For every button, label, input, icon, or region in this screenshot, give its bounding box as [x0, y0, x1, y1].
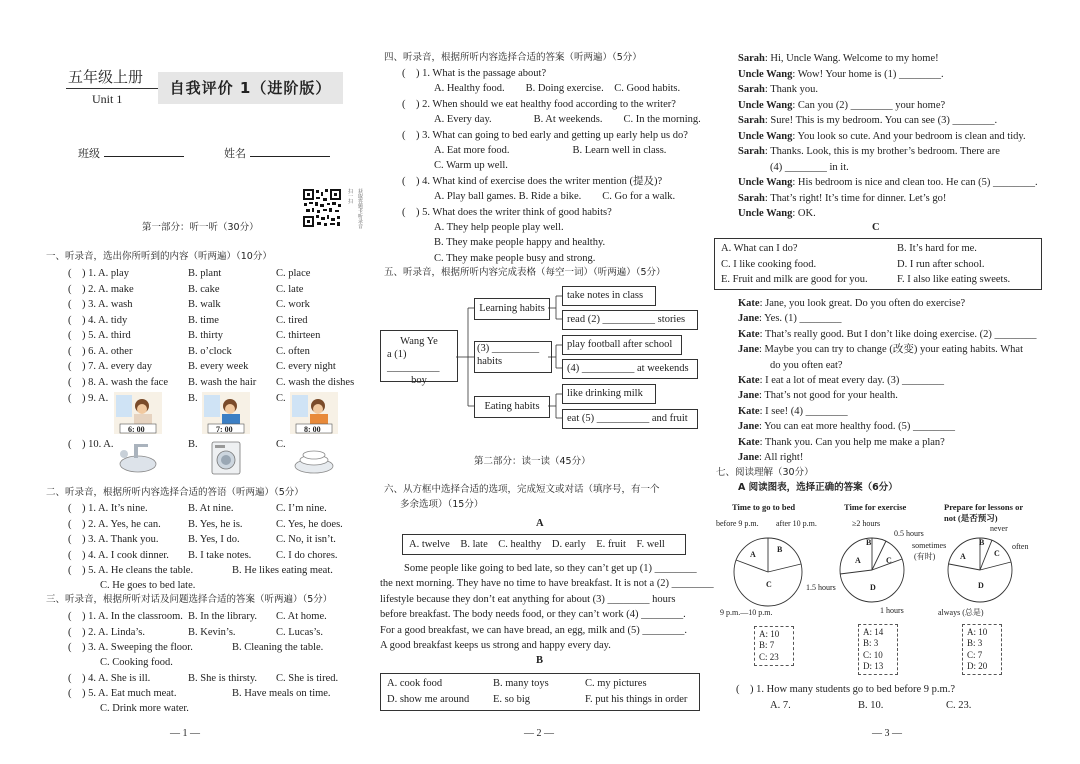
pie2-label-05h: 0.5 hours: [894, 529, 924, 538]
option-b-1-2: F. put his things in order: [585, 694, 688, 705]
pie2-slice-a: A: [855, 556, 861, 565]
mid-habits-box[interactable]: [474, 341, 552, 373]
dialog-b-line-11: [738, 207, 816, 220]
s4-line-9: A. Play ball games. B. Ride a bike. C. Go for a walk.: [434, 191, 676, 203]
name-field[interactable]: [224, 146, 330, 161]
q9-b: B.: [188, 393, 198, 404]
mid-habits-blank[interactable]: (3) _________: [477, 343, 540, 354]
box1-value-2: C: 23: [759, 651, 779, 662]
q9-label: ( ) 9. A.: [68, 393, 109, 404]
part1-title: 第一部分：听一听（30分）: [142, 222, 259, 233]
class-field[interactable]: [78, 146, 184, 161]
dialog-b-line-10: [738, 192, 946, 205]
s1-option-c-4[interactable]: C. tired: [276, 314, 308, 326]
page-number-1: — 1 —: [170, 728, 200, 739]
clock-b-time: 7: 00: [216, 425, 233, 434]
s3-q4c: C. She is tired.: [276, 673, 339, 684]
pie3-label-often: often: [1012, 542, 1029, 551]
box2-value-2: C: 10: [863, 649, 883, 660]
leaf-read-stories[interactable]: read (2) __________ stories: [562, 310, 698, 330]
s1-option-b-7[interactable]: B. every week: [188, 361, 249, 372]
s3-q3c: C. Cooking food.: [100, 657, 173, 668]
page-number-2: — 2 —: [524, 728, 554, 739]
section2-title: 二、听录音，根据所听内容选择合适的答语（听两遍）（5分）: [46, 487, 304, 498]
reading-q1-c[interactable]: C. 23.: [946, 700, 972, 711]
tree-root-name: Wang Ye: [400, 336, 438, 347]
option-c-0-1: B. It’s hard for me.: [897, 243, 977, 254]
dialog-c-line-1: [738, 297, 965, 310]
section3-title: 三、听录音，根据所听对话及问题选择合适的答案（听两遍）（5分）: [46, 594, 333, 605]
line-text: : Jane, you look great. Do you often do exercise?: [759, 298, 966, 309]
s1-option-b-5[interactable]: B. thirty: [188, 330, 224, 341]
pie3-slice-b: B: [979, 538, 985, 547]
option-b-0-1: B. many toys: [493, 678, 549, 689]
name-label: 姓名: [224, 147, 246, 160]
leaf-eat-fruit[interactable]: eat (5) __________ and fruit: [562, 409, 698, 429]
tree-root-blank[interactable]: a (1) __________: [387, 349, 440, 374]
pie2-label-1h: 1 hours: [880, 606, 904, 615]
box3-value-0: A: 10: [967, 627, 988, 637]
q9-c: C.: [276, 393, 286, 404]
line-text: : That’s right! It’s time for dinner. Let’s go!: [764, 192, 947, 204]
s2-q5b: B. He likes eating meat.: [232, 565, 333, 576]
passage-a-line-2: the next morning. They have no time to have breakfast. It is not a (2) ________: [380, 578, 714, 590]
line-text: : Sure! This is my bedroom. You can see (3) ________.: [764, 115, 998, 126]
option-c-1-0: C. I like cooking food.: [721, 258, 817, 270]
option-b-0-0: A. cook food: [387, 678, 443, 689]
s2-question-1[interactable]: ( ) 1. A. It’s nine.: [68, 503, 148, 514]
line-text: do you often eat?: [770, 359, 843, 371]
pie3-label-always: always (总是): [938, 608, 984, 617]
s3-q3a: ( ) 3. A. Sweeping the floor.: [68, 642, 193, 653]
leaf-at-weekends[interactable]: (4) __________ at weekends: [562, 359, 698, 379]
section7-title: 七、阅读理解（30分）: [716, 467, 814, 478]
section1-title: 一、听录音，选出你所听到的内容（听两遍）（10分）: [46, 251, 272, 262]
dialog-c-line-7: [738, 389, 898, 402]
dialog-b-line-2: [738, 68, 944, 81]
s1-question-2[interactable]: ( ) 2. A. make: [68, 283, 134, 295]
s1-question-3[interactable]: ( ) 3. A. wash: [68, 299, 133, 310]
s1-option-b-8[interactable]: B. wash the hair: [188, 376, 257, 388]
s3-question-1[interactable]: ( ) 1. A. In the classroom.: [68, 611, 183, 622]
s2-q5a: ( ) 5. A. He cleans the table.: [68, 565, 194, 576]
s1-option-b-3[interactable]: B. walk: [188, 299, 221, 310]
s1-option-c-5[interactable]: C. thirteen: [276, 330, 321, 341]
pie2-values-box: [858, 624, 898, 675]
speaker: Jane: [738, 313, 759, 325]
section5-title: 五、听录音，根据所听内容完成表格（每空一词）（听两遍）（5分）: [384, 267, 666, 278]
box3-value-2: C: 7: [967, 649, 983, 660]
pie3-title: Prepare for lessons or: [944, 502, 1024, 512]
dialog-c-line-6: [738, 374, 944, 387]
box2-value-1: B: 3: [863, 638, 879, 649]
q10-c: C.: [276, 439, 286, 450]
s3-q5b: B. Have meals on time.: [232, 688, 331, 699]
dialog-b-line-7: [738, 145, 1000, 158]
page-number-3: — 3 —: [872, 728, 902, 739]
option-c-1-1: D. I run after school.: [897, 258, 985, 270]
pie2-title: Time for exercise: [844, 502, 907, 512]
options-box-b: [380, 673, 700, 711]
line-text: : Thank you. Can you help me make a plan?: [759, 436, 945, 448]
reading-q1: ( ) 1. How many students go to bed before 9 p.m.?: [736, 684, 955, 695]
dialog-b-line-1: [738, 52, 939, 65]
box2-value-3: D: 13: [863, 660, 884, 671]
s1-option-c-3[interactable]: C. work: [276, 299, 310, 310]
pie3-slice-a: A: [960, 552, 966, 561]
passage-c-label: C: [872, 222, 880, 233]
option-c-0-0: A. What can I do?: [721, 243, 798, 254]
dialog-b-line-6: [738, 130, 1026, 143]
s2-option-b-3[interactable]: B. Yes, I do.: [188, 534, 240, 545]
pie1-slice-a: A: [750, 550, 756, 559]
speaker: Uncle Wang: [738, 177, 793, 188]
s2-question-4[interactable]: ( ) 4. A. I cook dinner.: [68, 549, 169, 561]
box2-value-0: A: 14: [863, 627, 884, 637]
s3-q4b: B. She is thirsty.: [188, 673, 258, 684]
option-b-0-2: C. my pictures: [585, 678, 647, 689]
grade-label: 五年级上册: [68, 68, 144, 86]
leaf-play-football: play football after school: [562, 335, 682, 355]
reading-q1-a[interactable]: A. 7.: [770, 700, 791, 711]
s1-option-b-1[interactable]: B. plant: [188, 268, 222, 279]
grade-divider: [66, 88, 158, 89]
dialog-b-line-5: [738, 114, 997, 127]
pie2-label-2h: ≥2 hours: [852, 519, 881, 528]
line-text: : That’s really good. But I don’t like doing exercise. (2) ________: [759, 328, 1037, 340]
options-box-a: A. twelve B. late C. healthy D. early E. fruit F. well: [402, 534, 686, 555]
s3-question-2[interactable]: ( ) 2. A. Linda’s.: [68, 626, 145, 638]
dishes-picture: [292, 440, 336, 476]
s1-question-8[interactable]: ( ) 8. A. wash the face: [68, 376, 169, 388]
s2-question-3[interactable]: ( ) 3. A. Thank you.: [68, 534, 159, 545]
s2-q5c: C. He goes to bed late.: [100, 580, 196, 591]
speaker: Kate: [738, 436, 760, 448]
passage-b-label: B: [536, 655, 544, 666]
speaker: Kate: [738, 298, 760, 309]
line-text: : Can you (2) ________ your home?: [792, 99, 946, 111]
line-text: : His bedroom is nice and clean too. He can (5) ________.: [792, 177, 1038, 188]
dialog-b-line-8: [770, 161, 849, 174]
clock-a-time: 6: 00: [128, 425, 145, 434]
s4-line-4: A. Every day. B. At weekends. C. In the morning.: [434, 114, 701, 126]
dialog-c-line-5: [770, 359, 843, 372]
dialog-c-line-4: [738, 343, 1023, 356]
pie3-label-sometimes: sometimes: [912, 541, 947, 550]
speaker: Sarah: [738, 53, 765, 64]
s3-option-c-1[interactable]: C. At home.: [276, 611, 327, 622]
s1-option-c-2[interactable]: C. late: [276, 283, 304, 295]
pie1-label-9to10: 9 p.m.—10 p.m.: [720, 608, 773, 617]
s3-q4a: ( ) 4. A. She is ill.: [68, 673, 151, 684]
passage-a-label: A: [536, 518, 544, 529]
s2-option-c-1[interactable]: C. I’m nine.: [276, 503, 327, 514]
s1-question-1[interactable]: ( ) 1. A. play: [68, 268, 129, 279]
s2-question-2[interactable]: ( ) 2. A. Yes, he can.: [68, 518, 161, 530]
part2-title: 第二部分：读一读（45分）: [474, 456, 591, 467]
line-text: : Wow! Your home is (1) ________.: [792, 68, 944, 80]
pie2-slice-b: B: [866, 538, 872, 547]
box3-value-1: B: 3: [967, 638, 983, 649]
s1-question-7[interactable]: ( ) 7. A. every day: [68, 361, 152, 372]
line-text: : Maybe you can try to change (改变) your eating habits. What: [759, 344, 1023, 356]
line-text: : Yes. (1) ________: [759, 313, 842, 325]
speaker: Kate: [738, 375, 760, 386]
s3-q3b: B. Cleaning the table.: [232, 642, 324, 653]
speaker: Uncle Wang: [738, 99, 793, 111]
s2-option-b-2[interactable]: B. Yes, he is.: [188, 518, 243, 530]
speaker: Kate: [738, 405, 760, 417]
pie3-slice-d: D: [978, 581, 984, 590]
dialog-b-line-9: [738, 176, 1038, 189]
box1-value-1: B: 7: [759, 640, 775, 651]
line-text: : OK.: [792, 208, 816, 219]
option-b-1-0: D. show me around: [387, 694, 470, 705]
page-title: 自我评价 1（进阶版）: [158, 72, 343, 104]
s2-option-c-3[interactable]: C. No, it isn’t.: [276, 534, 336, 545]
pie1-values-box: [754, 626, 794, 666]
s1-question-5[interactable]: ( ) 5. A. third: [68, 330, 131, 341]
pie3-values-box: [962, 624, 1002, 675]
s4-line-6: A. Eat more food. B. Learn well in class.: [434, 145, 667, 156]
qr-caption-2: 获取答题卡 听录音: [358, 189, 364, 230]
speaker: Jane: [738, 390, 759, 402]
s4-line-10[interactable]: ( ) 5. What does the writer think of good habits?: [402, 206, 612, 218]
eating-habits-box: Eating habits: [474, 396, 550, 418]
s2-option-b-1[interactable]: B. At nine.: [188, 503, 234, 514]
speaker: Jane: [738, 452, 759, 463]
s1-option-b-2[interactable]: B. cake: [188, 283, 220, 295]
line-text: : All right!: [759, 452, 804, 463]
s1-option-c-8[interactable]: C. wash the dishes: [276, 376, 355, 388]
s1-question-4[interactable]: ( ) 4. A. tidy: [68, 314, 128, 326]
section6-title-2: 多余选项）（15分）: [400, 499, 484, 510]
tree-root-boy: boy: [411, 375, 427, 387]
s3-option-b-2[interactable]: B. Kevin’s.: [188, 626, 236, 638]
pie2-label-15h: 1.5 hours: [806, 583, 836, 592]
class-label: 班级: [78, 147, 100, 160]
pie1-label-after10: after 10 p.m.: [776, 519, 817, 528]
speaker: Uncle Wang: [738, 130, 793, 142]
line-text: : You can eat more healthy food. (5) ________: [759, 421, 955, 433]
q10-label: ( ) 10. A.: [68, 439, 114, 450]
dialog-c-line-3: [738, 328, 1037, 341]
option-c-2-1: F. I also like eating sweets.: [897, 274, 1011, 285]
dialog-b-line-4: [738, 99, 945, 112]
line-text: : Hi, Uncle Wang. Welcome to my home!: [764, 53, 939, 64]
passage-a-line-5: For a good breakfast, we can have bread, an egg, milk and (5) ________.: [380, 624, 688, 636]
leaf-take-notes: take notes in class: [562, 286, 656, 306]
s2-option-b-4[interactable]: B. I take notes.: [188, 549, 252, 561]
dialog-b-line-3: [738, 83, 818, 96]
s4-line-3[interactable]: ( ) 2. When should we eat healthy food according to the writer?: [402, 98, 676, 110]
s1-question-6[interactable]: ( ) 6. A. other: [68, 345, 133, 357]
leaf-drinking-milk: like drinking milk: [562, 384, 656, 404]
s4-line-11: A. They help people play well.: [434, 222, 564, 233]
pie1-slice-c: C: [766, 580, 772, 589]
s4-line-2: A. Healthy food. B. Doing exercise. C. Good habits.: [434, 83, 681, 95]
dialog-c-line-11: [738, 451, 803, 464]
line-text: : I eat a lot of meat every day. (3) ________: [759, 375, 945, 386]
speaker: Sarah: [738, 84, 765, 95]
options-box-c: [714, 238, 1042, 290]
line-text: : You look so cute. And your bedroom is clean and tidy.: [792, 130, 1026, 142]
s1-option-b-6[interactable]: B. o’clock: [188, 345, 232, 357]
section6-title: 六、从方框中选择合适的选项，完成短文或对话（填序号，有一个: [384, 484, 660, 495]
s2-option-c-2[interactable]: C. Yes, he does.: [276, 518, 343, 530]
q10-b: B.: [188, 439, 198, 450]
passage-a-line-4: before breakfast. The body needs food, or they can’t work (4) ________.: [380, 609, 686, 621]
option-c-2-0: E. Fruit and milk are good for you.: [721, 274, 868, 285]
s4-line-1[interactable]: ( ) 1. What is the passage about?: [402, 68, 547, 79]
pie1-title: Time to go to bed: [732, 502, 796, 512]
speaker: Sarah: [738, 115, 765, 126]
learning-habits-box: Learning habits: [474, 298, 550, 320]
passage-a-line-1: Some people like going to bed late, so they can’t get up (1) ________: [404, 563, 697, 574]
pie3-label-sometimes-cn: (有时): [914, 552, 936, 561]
speaker: Sarah: [738, 146, 765, 157]
passage-a-line-3: lifestyle because they don’t eat anything for about (3) ________ hours: [380, 593, 676, 605]
s3-q5c: C. Drink more water.: [100, 703, 189, 714]
pie3-label-never: never: [990, 524, 1008, 533]
sink-picture: [116, 440, 160, 476]
s2-option-c-4[interactable]: C. I do chores.: [276, 549, 338, 561]
dialog-c-line-2: [738, 312, 842, 325]
s4-line-7: C. Warm up well.: [434, 160, 508, 172]
line-text: : Thank you.: [764, 84, 819, 95]
tree-root-box: [380, 330, 458, 387]
unit-label: Unit 1: [92, 92, 123, 106]
mid-habits-label: habits: [477, 356, 503, 368]
clock-c-time: 8: 00: [304, 425, 321, 434]
s4-line-5[interactable]: ( ) 3. What can going to bed early and getting up early help us do?: [402, 129, 688, 141]
pie3-slice-c: C: [994, 549, 1000, 558]
s1-option-c-1[interactable]: C. place: [276, 268, 311, 279]
pie2-slice-c: C: [886, 556, 892, 565]
pie1-label-before9: before 9 p.m.: [716, 519, 759, 528]
line-text: (4) ________ in it.: [770, 161, 849, 173]
washing-machine-picture: [204, 440, 248, 476]
line-text: : That’s not good for your health.: [759, 390, 898, 402]
dialog-c-line-8: [738, 405, 848, 418]
pie3-title-2: not (是否预习): [944, 513, 998, 523]
passage-a-line-6: A good breakfast keeps us strong and happy every day.: [380, 640, 611, 651]
s1-option-c-7[interactable]: C. every night: [276, 361, 336, 372]
reading-q1-b[interactable]: B. 10.: [858, 700, 884, 711]
line-text: : I see! (4) ________: [759, 405, 848, 417]
s4-line-13: C. They make people busy and strong.: [434, 252, 596, 264]
section4-title: 四、听录音，根据所听内容选择合适的答案（听两遍）（5分）: [384, 52, 642, 63]
box1-value-0: A: 10: [759, 629, 780, 639]
dialog-c-line-9: [738, 420, 955, 433]
qr-caption-1: 扫一扫: [348, 189, 354, 205]
pie2-slice-d: D: [870, 583, 876, 592]
speaker: Sarah: [738, 192, 765, 204]
s3-q5a: ( ) 5. A. Eat much meat.: [68, 688, 177, 699]
option-b-1-1: E. so big: [493, 694, 531, 705]
pie1-slice-b: B: [777, 545, 783, 554]
box3-value-3: D: 20: [967, 660, 988, 671]
s3-option-c-2[interactable]: C. Lucas’s.: [276, 626, 323, 638]
speaker: Jane: [738, 421, 759, 433]
s4-line-12: B. They make people happy and healthy.: [434, 237, 606, 249]
s1-option-b-4[interactable]: B. time: [188, 314, 219, 326]
dialog-c-line-10: [738, 436, 945, 449]
s4-line-8[interactable]: ( ) 4. What kind of exercise does the writer mention (提及)?: [402, 175, 663, 187]
speaker: Kate: [738, 328, 760, 340]
s3-option-b-1[interactable]: B. In the library.: [188, 611, 258, 622]
speaker: Uncle Wang: [738, 68, 793, 80]
reading-a-title: A 阅读图表，选择正确的答案（6分）: [738, 482, 898, 493]
s1-option-c-6[interactable]: C. often: [276, 345, 310, 357]
qr-code-icon[interactable]: [302, 188, 342, 228]
line-text: : Thanks. Look, this is my brother’s bedroom. There are: [764, 146, 1000, 157]
speaker: Uncle Wang: [738, 208, 793, 219]
speaker: Jane: [738, 344, 759, 356]
